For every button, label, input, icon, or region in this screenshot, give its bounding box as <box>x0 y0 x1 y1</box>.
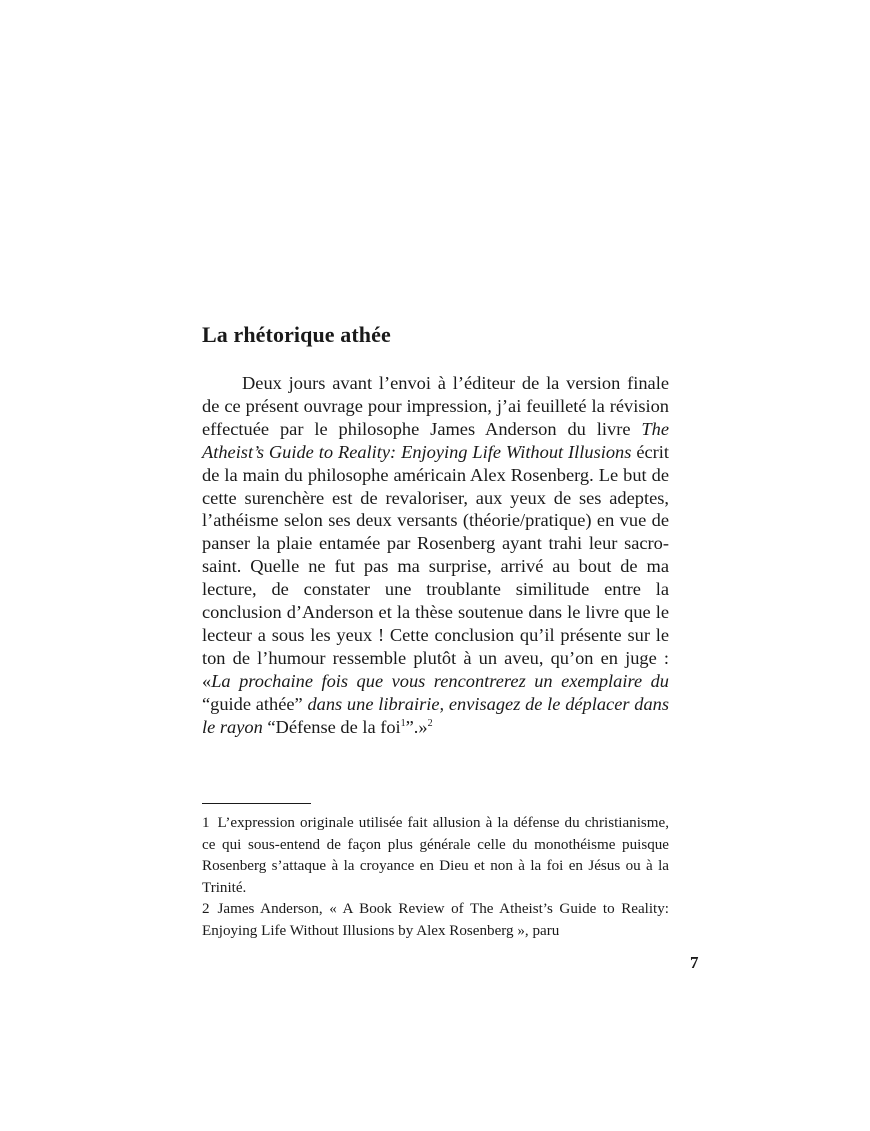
body-text-segment: ”.» <box>405 716 428 737</box>
footnote-separator <box>202 803 311 804</box>
footnote-number: 1 <box>202 815 210 831</box>
book-title: The Atheist’s Guide to Reality: Enjoying Life Without Illusions <box>202 418 669 462</box>
footnote-text: James Anderson, « A Book Review of The Atheist’s Guide to Reality: Enjoying Life Without Illusions by Alex Rosenberg », paru <box>202 901 669 939</box>
footnote-text: L’expression originale utilisée fait allusion à la défense du christianisme, ce qui sous-entend de façon plus générale celle du monothéisme puisque Rosenberg s’attaque à la croyance en Dieu et non à la foi en Jésus ou à la Trinité. <box>202 815 669 896</box>
body-text-segment: “Défense de la foi <box>262 716 401 737</box>
footnote <box>202 899 669 942</box>
body-paragraph <box>202 372 669 739</box>
page-number: 7 <box>690 953 699 972</box>
body-text-segment: “guide athée” <box>202 693 308 714</box>
footnotes <box>202 813 669 943</box>
section-title: La rhétorique athée <box>202 322 391 347</box>
footnote-ref-2: 2 <box>427 717 433 729</box>
body-text-segment: écrit de la main du philosophe américain Alex Rosenberg. Le but de cette surenchère est de revaloriser, aux yeux de ses adeptes, l’athéisme selon ses deux versants (théorie/pratique) en vue de panser la plaie entamée par Rosenberg ayant trahi leur sacro-saint. Quelle ne fut pas ma surprise, arrivé au bout de ma lecture, de constater une troublante similitude entre la conclusion d’Anderson et la thèse soutenue dans le livre que le lecteur a sous les yeux ! Cette conclusion qu’il présente sur le ton de l’humour ressemble plutôt à un aveu, qu’on en juge : « <box>202 441 669 691</box>
body-text-segment: Deux jours avant l’envoi à l’éditeur de la version finale de ce présent ouvrage pour impression, j’ai feuilleté la révision effectuée par le philosophe James Anderson du livre <box>202 373 669 439</box>
quote-italic: La prochaine fois que vous rencontrerez un exemplaire du <box>211 670 669 691</box>
footnote-ref-1: 1 <box>400 717 406 729</box>
footnote-number: 2 <box>202 901 210 918</box>
quote-italic: dans une librairie, envisagez de le déplacer dans le rayon <box>202 693 670 737</box>
footnote <box>202 813 669 899</box>
